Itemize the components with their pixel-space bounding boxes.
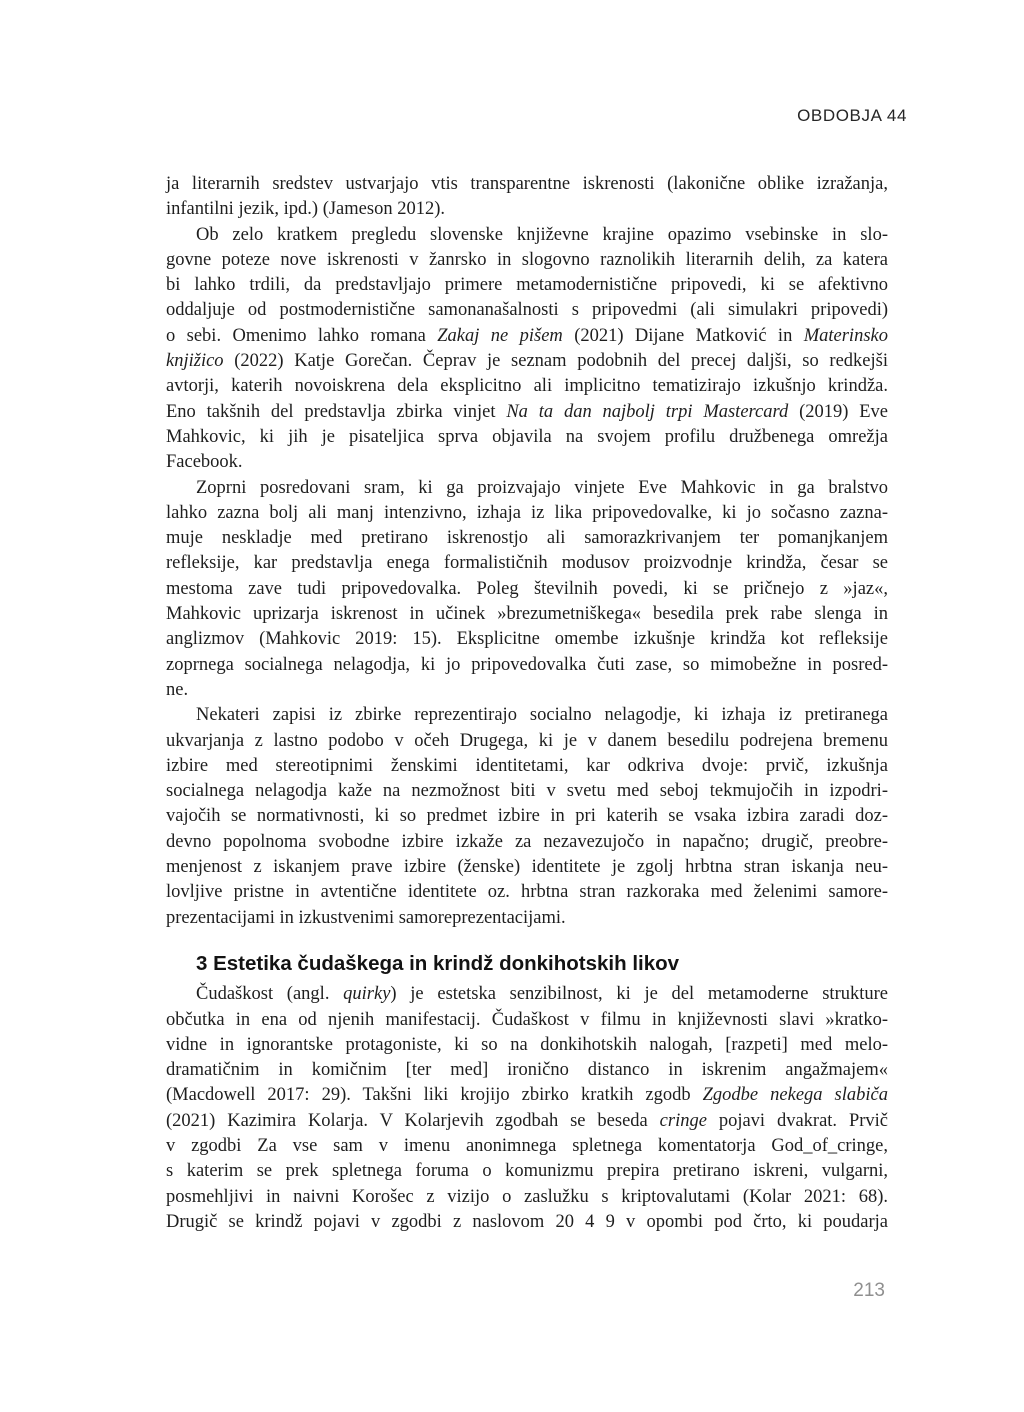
section-heading: 3 Estetika čudaškega in krindž donkihotskih likov bbox=[196, 951, 680, 975]
text-line bbox=[166, 1210, 888, 1235]
text-run: prezentacijami in izkustvenimi samoreprezentacijami. bbox=[166, 907, 566, 928]
paragraph bbox=[166, 223, 888, 476]
text-run: Eno takšnih del predstavlja zbirka vinjet bbox=[166, 401, 507, 422]
text-line bbox=[166, 298, 888, 323]
text-line bbox=[166, 248, 888, 273]
text-line bbox=[166, 804, 888, 829]
text-line bbox=[166, 476, 888, 501]
text-run: dramatičnim in komičnim [ter med] ironično distanco in iskrenim angažmajem« bbox=[166, 1060, 888, 1081]
paragraph bbox=[166, 982, 888, 1235]
text-line bbox=[166, 1109, 888, 1134]
text-run: občutka in ena od njenih manifestacij. Čudaškost v filmu in književnosti slavi »kratko- bbox=[166, 1009, 888, 1030]
paragraph bbox=[166, 476, 888, 704]
text-run: socialnega nelagodja kaže na nezmožnost biti v svetu med seboj tekmujočih in izpodri- bbox=[166, 781, 888, 802]
text-line bbox=[166, 982, 888, 1007]
text-run: Drugič se krindž pojavi v zgodbi z naslovom 20 4 9 v opombi pod črto, ki poudarja bbox=[166, 1211, 888, 1232]
text-line bbox=[166, 602, 888, 627]
paragraph bbox=[166, 703, 888, 931]
text-run: ne. bbox=[166, 679, 189, 700]
text-run: refleksije, kar predstavlja enega formalističnih modusov proizvodnje krindža, česar se bbox=[166, 553, 888, 574]
text-line bbox=[166, 273, 888, 298]
text-line bbox=[166, 349, 888, 374]
italic-text: Na ta dan najbolj trpi Mastercard bbox=[506, 401, 789, 422]
text-line bbox=[166, 855, 888, 880]
text-run: zoprnega socialnega nelagodja, ki jo pripovedovalka čuti zase, so mimobežne in posred- bbox=[166, 654, 888, 675]
text-line bbox=[166, 1083, 888, 1108]
text-run: lovljive pristne in avtentične identitete oz. hrbtna stran razkoraka med želenimi samore- bbox=[166, 882, 888, 903]
text-line bbox=[166, 653, 888, 678]
text-run: lahko zazna bolj ali manj intenzivno, izhaja iz lika pripovedovalke, ki jo sočasno zazna- bbox=[166, 502, 888, 523]
text-run: Ob zelo kratkem pregledu slovenske književne krajine opazimo vsebinske in slo- bbox=[196, 224, 888, 245]
text-run: oddaljuje od postmodernistične samonanašalnosti s pripovedmi (ali simulakri pripovedi) bbox=[166, 300, 888, 321]
text-run: s katerim se prek spletnega foruma o komunizmu prepira pretirano iskreni, vulgarni, bbox=[166, 1161, 888, 1182]
text-run: muje neskladje med pretirano iskrenostjo ali samorazkrivanjem ter pomanjkanjem bbox=[166, 528, 888, 549]
italic-text: Materinsko bbox=[803, 325, 888, 346]
text-line bbox=[166, 1185, 888, 1210]
text-run: govne poteze nove iskrenosti v žanrsko in slogovno raznolikih literarnih delih, za katera bbox=[166, 249, 888, 270]
text-line bbox=[166, 1159, 888, 1184]
text-run: ja literarnih sredstev ustvarjajo vtis transparentne iskrenosti (lakonične oblike izražanja, bbox=[166, 174, 888, 194]
text-line bbox=[166, 754, 888, 779]
text-line bbox=[166, 577, 888, 602]
text-run: bi lahko trdili, da predstavljajo primere metamodernistične pripovedi, ki se afektivno bbox=[166, 275, 888, 296]
text-line bbox=[166, 830, 888, 855]
italic-text: cringe bbox=[659, 1110, 707, 1131]
text-run: menjenost z iskanjem prave izbire (ženske) identitete je zgolj hrbtna stran iskanja neu- bbox=[166, 857, 888, 878]
paragraph bbox=[166, 172, 888, 223]
text-line bbox=[166, 906, 888, 931]
text-run: avtorji, katerih novoiskrena dela eksplicitno ali implicitno tematizirajo izkušnjo krindža. bbox=[166, 376, 888, 397]
text-line bbox=[166, 703, 888, 728]
text-run: Mahkovic uprizarja iskrenost in učinek »brezumetniškega« besedila prek rabe slenga in bbox=[166, 604, 888, 625]
text-line bbox=[166, 501, 888, 526]
text-line bbox=[166, 729, 888, 754]
italic-text: Zgodbe nekega slabiča bbox=[702, 1085, 888, 1106]
text-run: (2021) Kazimira Kolarja. V Kolarjevih zgodbah se beseda bbox=[166, 1110, 660, 1131]
text-run: mestoma zave tudi pripovedovalka. Poleg številnih povedi, ki se pričnejo z »jaz«, bbox=[166, 578, 888, 599]
text-run: vidne in ignorantske protagoniste, ki so na donkihotskih nalogah, [razpeti] med melo- bbox=[166, 1034, 888, 1055]
italic-text: Zakaj ne pišem bbox=[437, 325, 563, 346]
text-line bbox=[166, 324, 888, 349]
text-line bbox=[166, 1008, 888, 1033]
text-run: Facebook. bbox=[166, 452, 243, 473]
article-body bbox=[166, 172, 888, 1235]
text-line bbox=[166, 678, 888, 703]
text-line bbox=[166, 172, 888, 197]
text-line bbox=[166, 1058, 888, 1083]
text-line bbox=[166, 400, 888, 425]
text-run: (2022) Katje Gorečan. Čeprav je seznam podobnih del precej daljši, so redkejši bbox=[223, 351, 888, 372]
text-run: infantilni jezik, ipd.) (Jameson 2012). bbox=[166, 199, 445, 220]
text-line bbox=[166, 425, 888, 450]
text-line bbox=[166, 627, 888, 652]
text-line bbox=[166, 1134, 888, 1159]
text-run: ukvarjanja z lastno podobo v očeh Drugega, ki je v danem besedilu podrejena bremenu bbox=[166, 730, 888, 751]
journal-running-head: OBDOBJA 44 bbox=[797, 106, 907, 125]
text-line bbox=[166, 526, 888, 551]
text-run: (2019) Eve bbox=[788, 401, 888, 422]
text-run: Čudaškost (angl. bbox=[196, 984, 344, 1005]
text-line bbox=[166, 779, 888, 804]
italic-text: quirky bbox=[343, 984, 391, 1005]
text-run: vajočih se normativnosti, ki so predmet izbire in pri katerih se vsaka izbira zaradi doz- bbox=[166, 806, 888, 827]
text-run: anglizmov (Mahkovic 2019: 15). Eksplicitne omembe izkušnje krindža kot refleksije bbox=[166, 629, 888, 650]
text-run: ) je estetska senzibilnost, ki je del metamoderne strukture bbox=[390, 984, 888, 1005]
text-run: o sebi. Omenimo lahko romana bbox=[166, 325, 438, 346]
text-line bbox=[166, 197, 888, 222]
text-run: Zoprni posredovani sram, ki ga proizvajajo vinjete Eve Mahkovic in ga bralstvo bbox=[196, 477, 888, 498]
text-line bbox=[166, 1033, 888, 1058]
page-number: 213 bbox=[853, 1280, 885, 1301]
text-line bbox=[166, 551, 888, 576]
italic-text: knjižico bbox=[166, 351, 224, 372]
text-run: (2021) Dijane Matković in bbox=[562, 325, 804, 346]
text-run: Mahkovic, ki jih je pisateljica sprva objavila na svojem profilu družbenega omrežja bbox=[166, 426, 888, 447]
text-run: izbire med stereotipnimi ženskimi identitetami, kar odkriva dvoje: prvič, izkušnja bbox=[166, 755, 888, 776]
text-line bbox=[166, 374, 888, 399]
text-line bbox=[166, 223, 888, 248]
text-run: (Macdowell 2017: 29). Takšni liki krojijo zbirko kratkih zgodb bbox=[166, 1085, 703, 1106]
text-run: devno popolnoma svobodne izbire izkaže za nezavezujočo in napačno; drugič, preobre- bbox=[166, 831, 888, 852]
text-run: v zgodbi Za vse sam v imenu anonimnega spletnega komentatorja God_of_cringe, bbox=[166, 1135, 888, 1156]
text-line bbox=[166, 450, 888, 475]
text-run: posmehljivi in naivni Korošec z vizijo o zaslužku s kriptovalutami (Kolar 2021: 68). bbox=[166, 1186, 888, 1207]
text-run: Nekateri zapisi iz zbirke reprezentirajo socialno nelagodje, ki izhaja iz pretiranega bbox=[196, 705, 888, 726]
text-run: pojavi dvakrat. Prvič bbox=[706, 1110, 889, 1131]
text-line bbox=[166, 880, 888, 905]
